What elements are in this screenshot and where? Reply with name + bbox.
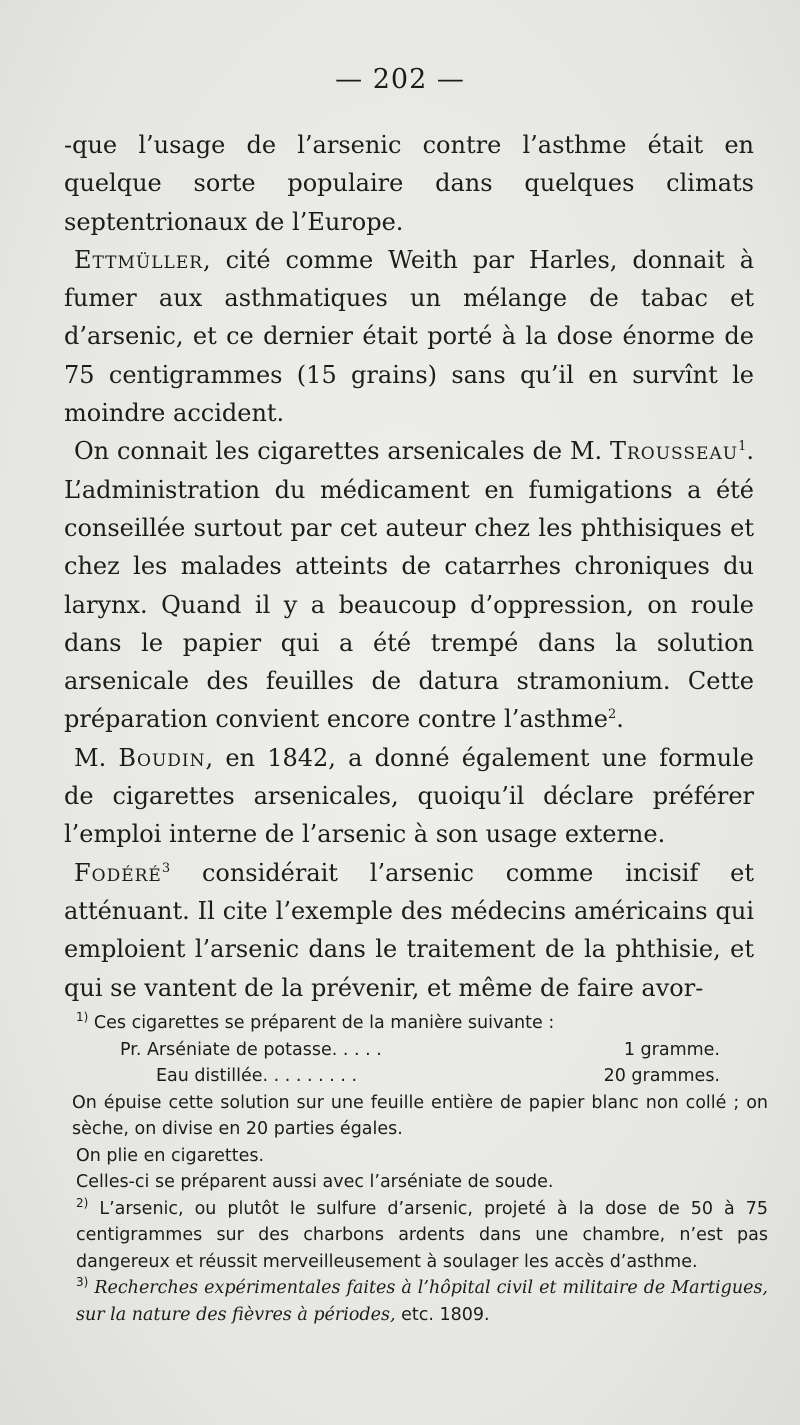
footnote-ref-3: 3	[161, 860, 171, 876]
footnote-1-para-3: Celles-ci se préparent aussi avec l’arséniate de soude.	[76, 1172, 554, 1192]
footnote-2-mark: 2)	[76, 1195, 89, 1210]
paragraph-3	[64, 432, 754, 738]
recipe-qty: 1 gramme.	[623, 1039, 720, 1060]
author-boudin: Boudin	[118, 743, 206, 772]
author-fodere: Fodéré	[74, 858, 162, 887]
footnote-2-text: L’arsenic, ou plutôt le sulfure d’arsenic, projeté à la dose de 50 à 75 centigrammes sur des charbons ardents dans une chambre, n’est pas dangereux et réussit merveilleusement à soulager les accès d’asthme.	[76, 1198, 768, 1272]
page-number: — 202 —	[335, 64, 465, 95]
paragraph-3-text-a: On connait les cigarettes arsenicales de M.	[74, 437, 610, 466]
footnote-1-intro-text: Ces cigarettes se préparent de la manière suivante :	[93, 1013, 555, 1033]
paragraph-1	[64, 126, 754, 241]
footnote-3-end: etc. 1809.	[395, 1304, 490, 1325]
footnotes	[58, 1010, 768, 1328]
author-trousseau: Trousseau	[609, 437, 739, 466]
paragraph-4	[64, 739, 754, 854]
paragraph-5-text: considérait l’arsenic comme incisif et atténuant. Il cite l’exemple des médecins américains qui emploient l’arsenic dans le traitement de la phthisie, et qui se vantent de la prévenir, et même de faire avor-	[64, 858, 754, 1002]
paragraph-3-text-b: . L’administration du médicament en fumigations a été conseillée surtout par cet auteur chez les phthisiques et chez les malades atteints de catarrhes chroniques du larynx. Quand il y a beaucoup d’oppression, on roule dans le papier qui a été trempé dans la solution arsenicale des feuilles de datura stramonium. Cette préparation convient encore contre l’asthme	[64, 437, 754, 734]
footnote-1-mark: 1)	[76, 1010, 89, 1025]
footnote-3	[58, 1275, 768, 1328]
footnote-ref-2: 2	[608, 707, 617, 723]
paragraph-4-text-b: , en 1842, a donné également une formule de cigarettes arsenicales, quoiqu’il déclare préférer l’emploi interne de l’arsenic à son usage externe.	[64, 743, 754, 849]
paragraph-2	[64, 241, 754, 432]
paragraph-1-text: -que l’usage de l’arsenic contre l’asthme était en quelque sorte populaire dans quelques climats septentrionaux de l’Europe.	[64, 131, 754, 236]
paragraph-4-text-a: M.	[74, 743, 119, 772]
footnote-ref-1: 1	[738, 439, 747, 455]
recipe-qty: 20 grammes.	[603, 1066, 720, 1086]
author-ettmuller: Ettmüller	[74, 245, 204, 274]
paragraph-2-text: , cité comme Weith par Harles, donnait à fumer aux asthmatiques un mélange de tabac et d’arsenic, et ce dernier était porté à la dose énorme de 75 centigrammes (15 grains) sans qu’il en survînt le moindre accident.	[64, 245, 754, 428]
recipe-item: Pr. Arséniate de potasse. . . . .	[120, 1039, 382, 1060]
recipe-item: Eau distillée. . . . . . . . .	[156, 1066, 358, 1086]
footnote-1-intro	[58, 1010, 768, 1037]
main-text	[64, 126, 754, 1007]
footnote-1-para-1: On épuise cette solution sur une feuille entière de papier blanc non collé ; on sèche, on divise en 20 parties égales.	[72, 1092, 768, 1139]
footnote-1-para-2: On plie en cigarettes.	[76, 1145, 265, 1166]
paragraph-5	[64, 854, 754, 1007]
recipe-line-2	[58, 1063, 720, 1090]
footnote-3-mark: 3)	[76, 1275, 89, 1290]
paragraph-3-end: .	[616, 705, 624, 734]
footnote-3-title: Recherches expérimentales faites à l’hôpital civil et militaire de Martigues, sur la nature des fièvres à périodes,	[76, 1278, 768, 1325]
recipe-line-1	[58, 1037, 720, 1064]
footnote-2	[58, 1196, 768, 1276]
